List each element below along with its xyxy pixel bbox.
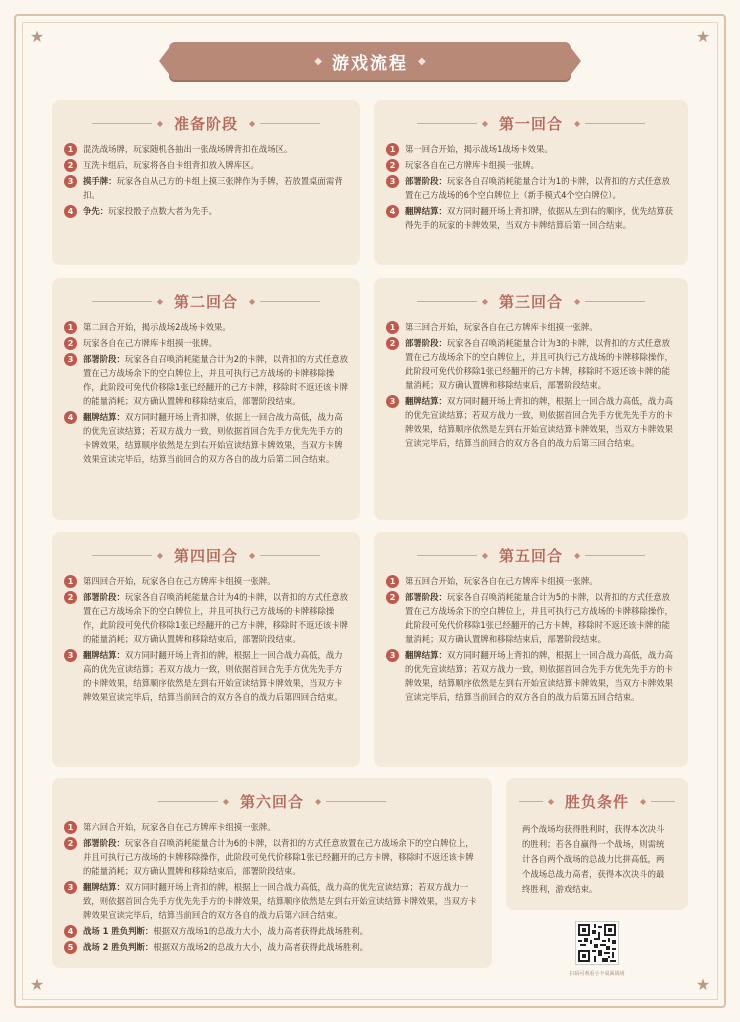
diamond-icon: ◆ [547, 796, 554, 806]
card-title: 第二回合 [173, 292, 238, 311]
step-item [386, 574, 676, 588]
step-text [405, 336, 676, 392]
card-header [518, 790, 676, 812]
step-number-badge: 2 [386, 591, 399, 604]
step-description: 第五回合开始，玩家各自在己方牌库卡组摸一张牌。 [405, 576, 598, 586]
diamond-icon: ◆ [314, 55, 322, 67]
step-text [405, 142, 676, 156]
step-label: 战场 1 胜负判断： [83, 926, 154, 936]
page-title: 游戏流程 [332, 53, 408, 74]
step-number-badge: 2 [386, 337, 399, 350]
card-title: 第一回合 [498, 114, 563, 133]
header-rule [519, 801, 543, 802]
card-header [386, 112, 676, 134]
step-description: 玩家各自召唤消耗能量合计为3的卡牌，以背扣的方式任意放置在己方战场余下的空白牌位上，并且可执行己方战场的卡牌移除操作，此阶段可免代价移除1张已经翻开的己方卡牌，移除时不返还该卡牌的能量消耗；双方确认置牌和移除结束后，部署阶段结束。 [405, 338, 673, 390]
step-description: 互洗卡组后，玩家将各自卡组背扣放入牌库区。 [83, 160, 259, 170]
step-label: 部署阶段： [83, 354, 125, 364]
step-number-badge: 4 [386, 205, 399, 218]
step-description: 双方同时翻开场上背扣的牌，根据上一回合战力高低，战力高的优先宣读结算；若双方战力一致，则依据首回合先手方优先先手方的卡牌效果，结算顺序依然是左到右开始宣读结算卡牌效果，当双方卡牌效果宣读完毕后，结算当前回合的双方各自的战力后第五回合结束。 [405, 650, 673, 702]
header-rule [417, 555, 477, 556]
step-description: 玩家各自召唤消耗能量合计为2的卡牌，以背扣的方式任意放置在己方战场余下的空白牌位上，并且可执行己方战场的卡牌移除操作，此阶段可免代价移除1张已经翻开的己方卡牌，移除时不返还该卡牌的能量消耗；双方确认置牌和移除结束后，部署阶段结束。 [83, 354, 348, 406]
step-description: 混洗战场牌，玩家随机各抽出一张战场牌背扣在战场区。 [83, 144, 293, 154]
card-round6 [52, 778, 492, 968]
card-header [64, 544, 348, 566]
step-label: 翻牌结算： [405, 206, 447, 216]
step-number-badge: 1 [64, 575, 77, 588]
step-item [386, 648, 676, 704]
victory-text: 两个战场均获得胜利时，获得本次决斗的胜利；若各自赢得一个战场，则需统计各自两个战场的总战力比拼高低，两个战场总战力高者，获得本次决斗的最终胜利，游戏结束。 [522, 824, 665, 894]
header-rule [260, 123, 320, 124]
step-list [386, 320, 676, 450]
step-description: 玩家投骰子点数大者为先手。 [108, 206, 217, 216]
step-text [83, 320, 348, 334]
step-description: 双方同时翻开场上背扣牌，依据上一回合战力高低，战力高的优先宣读结算；若双方战力一致，则依据首回合先手方优先先手方的卡牌效果，结算顺序依然是左到右开始宣读结算卡牌效果，当双方卡牌效果宣读完毕后，结算当前回合的双方各自的战力后第二回合结束。 [83, 412, 343, 464]
header-rule [585, 555, 645, 556]
header-rule [260, 301, 320, 302]
step-item [386, 336, 676, 392]
step-text [83, 820, 480, 834]
card-round2 [52, 278, 360, 520]
header-rule [585, 301, 645, 302]
step-text [83, 174, 348, 202]
star-corner-icon: ★ [695, 27, 711, 46]
step-text [405, 320, 676, 334]
step-number-badge: 2 [64, 337, 77, 350]
step-item [64, 820, 480, 834]
header-rule [417, 301, 477, 302]
step-label: 部署阶段： [405, 176, 447, 186]
card-title: 第五回合 [498, 546, 563, 565]
step-text [83, 836, 480, 878]
step-text [83, 590, 348, 646]
step-list [386, 142, 676, 232]
step-item [386, 320, 676, 334]
step-item [64, 174, 348, 202]
step-list [64, 320, 348, 466]
step-item [64, 142, 348, 156]
step-item [386, 142, 676, 156]
step-number-badge: 3 [64, 175, 77, 188]
card-prep [52, 100, 360, 265]
step-description: 根据双方战场1的总战力大小，战力高者获得此战场胜利。 [153, 926, 368, 936]
diamond-icon: ◆ [481, 550, 488, 560]
star-corner-icon: ★ [29, 27, 45, 46]
step-list [64, 820, 480, 954]
step-number-badge: 3 [386, 175, 399, 188]
step-description: 玩家各自在己方牌库卡组摸一张牌。 [83, 338, 217, 348]
card-title: 准备阶段 [173, 114, 238, 133]
card-victory [506, 778, 688, 910]
step-text [83, 158, 348, 172]
diamond-icon: ◆ [481, 118, 488, 128]
step-list [386, 574, 676, 704]
diamond-icon: ◆ [640, 796, 647, 806]
card-header [64, 112, 348, 134]
header-rule [585, 123, 645, 124]
step-label: 部署阶段： [83, 838, 125, 848]
step-item [386, 590, 676, 646]
step-number-badge: 2 [386, 159, 399, 172]
step-text [405, 648, 676, 704]
card-round1 [374, 100, 688, 265]
diamond-icon: ◆ [222, 796, 229, 806]
header-rule [651, 801, 675, 802]
header-rule [92, 123, 152, 124]
step-text [83, 410, 348, 466]
step-text [83, 940, 480, 954]
step-text [405, 590, 676, 646]
diamond-icon: ◆ [156, 550, 163, 560]
diamond-icon: ◆ [418, 55, 426, 67]
step-description: 玩家各自在己方牌库卡组摸一张牌。 [405, 160, 539, 170]
step-description: 双方同时翻开场上背扣的牌，根据上一回合战力高低，战力高的优先宣读结算；若双方战力一致，则依据首回合先手方优先先手方的卡牌效果，结算顺序依然是左到右开始宣读结算卡牌效果，当双方卡牌效果宣读完毕后，结算当前回合的双方各自的战力后第六回合结束。 [83, 882, 477, 920]
step-item [64, 648, 348, 704]
step-number-badge: 1 [386, 575, 399, 588]
step-number-badge: 3 [386, 649, 399, 662]
card-title: 第四回合 [173, 546, 238, 565]
step-number-badge: 1 [64, 321, 77, 334]
step-text [83, 574, 348, 588]
step-text [405, 158, 676, 172]
step-description: 双方同时翻开场上背扣的牌，根据上一回合战力高低，战力高的优先宣读结算；若双方战力一致，则依据首回合先手方优先先手方的卡牌效果，结算顺序依然是左到右开始宣读结算卡牌效果，当双方卡牌效果宣读完毕后，结算当前回合的双方各自的战力后第三回合结束。 [405, 396, 673, 448]
card-round4 [52, 532, 360, 767]
step-text [83, 336, 348, 350]
step-number-badge: 3 [386, 395, 399, 408]
step-label: 翻牌结算： [83, 882, 125, 892]
step-item [386, 394, 676, 450]
step-number-badge: 2 [64, 159, 77, 172]
step-label: 翻牌结算： [405, 396, 447, 406]
step-number-badge: 3 [64, 881, 77, 894]
header-rule [92, 301, 152, 302]
step-item [64, 940, 480, 954]
page-title-banner [169, 42, 571, 80]
step-number-badge: 4 [64, 205, 77, 218]
step-number-badge: 2 [64, 837, 77, 850]
step-label: 部署阶段： [405, 592, 447, 602]
qr-code-icon[interactable] [575, 921, 619, 965]
header-rule [417, 123, 477, 124]
step-list [64, 574, 348, 704]
step-item [64, 880, 480, 922]
card-header [64, 790, 480, 812]
step-item [64, 204, 348, 218]
step-text [83, 352, 348, 408]
header-rule [158, 801, 218, 802]
step-list [64, 142, 348, 218]
step-description: 玩家各自从己方的卡组上摸三张牌作为手牌，若放置桌面需背扣。 [83, 176, 343, 200]
diamond-icon: ◆ [249, 118, 256, 128]
step-label: 战场 2 胜负判断： [83, 942, 154, 952]
step-label: 摸手牌： [83, 176, 117, 186]
step-item [64, 158, 348, 172]
step-item [386, 158, 676, 172]
step-item [64, 590, 348, 646]
card-round5 [374, 532, 688, 767]
diamond-icon: ◆ [574, 118, 581, 128]
diamond-icon: ◆ [156, 118, 163, 128]
step-text [83, 880, 480, 922]
step-number-badge: 1 [386, 321, 399, 334]
step-number-badge: 4 [64, 925, 77, 938]
step-description: 双方同时翻开场上背扣牌，依据从左到右的顺序，优先结算获得先手的玩家的卡牌效果，当双方卡牌结算后第一回合结束。 [405, 206, 673, 230]
step-item [386, 174, 676, 202]
diamond-icon: ◆ [249, 550, 256, 560]
step-text [83, 142, 348, 156]
step-item [64, 836, 480, 878]
header-rule [92, 555, 152, 556]
step-label: 部署阶段： [405, 338, 447, 348]
step-item [64, 574, 348, 588]
step-text [405, 394, 676, 450]
step-text [405, 574, 676, 588]
star-corner-icon: ★ [29, 975, 45, 994]
step-text [83, 648, 348, 704]
step-number-badge: 1 [386, 143, 399, 156]
step-label: 翻牌结算： [405, 650, 447, 660]
card-header [386, 290, 676, 312]
card-title: 第六回合 [239, 792, 304, 811]
step-description: 玩家各自召唤消耗能量合计为1的卡牌，以背扣的方式任意放置在己方战场的6个空白牌位上（新手模式4个空白牌位）。 [405, 176, 670, 200]
header-rule [326, 801, 386, 802]
step-description: 第六回合开始，玩家各自在己方牌库卡组摸一张牌。 [83, 822, 276, 832]
step-description: 第三回合开始，玩家各自在己方牌库卡组摸一张牌。 [405, 322, 598, 332]
step-description: 玩家各自召唤消耗能量合计为6的卡牌，以背扣的方式任意放置在己方战场余下的空白牌位上，并且可执行己方战场的卡牌移除操作，此阶段可免代价移除1张已经翻开的己方卡牌，移除时不返还该卡牌的能量消耗；双方确认置牌和移除结束后，部署阶段结束。 [83, 838, 474, 876]
diamond-icon: ◆ [156, 296, 163, 306]
diamond-icon: ◆ [481, 296, 488, 306]
step-number-badge: 1 [64, 143, 77, 156]
step-item [64, 924, 480, 938]
step-description: 根据双方战场2的总战力大小，战力高者获得此战场胜利。 [153, 942, 368, 952]
step-label: 部署阶段： [83, 592, 125, 602]
card-title: 胜负条件 [564, 792, 629, 811]
step-number-badge: 4 [64, 411, 77, 424]
step-number-badge: 3 [64, 649, 77, 662]
step-description: 双方同时翻开场上背扣的牌，根据上一回合战力高低，战力高的优先宣读结算；若双方战力一致，则依据首回合先手方优先先手方的卡牌效果，结算顺序依然是左到右开始宣读结算卡牌效果，当双方卡牌效果宣读完毕后，结算当前回合的双方各自的战力后第四回合结束。 [83, 650, 343, 702]
step-text [83, 924, 480, 938]
step-number-badge: 3 [64, 353, 77, 366]
step-text [405, 174, 676, 202]
card-header [64, 290, 348, 312]
diamond-icon: ◆ [574, 550, 581, 560]
step-item [386, 204, 676, 232]
header-rule [260, 555, 320, 556]
step-label: 争先： [83, 206, 109, 216]
step-text [405, 204, 676, 232]
step-item [64, 336, 348, 350]
step-description: 第二回合开始，揭示战场2战场卡效果。 [83, 322, 231, 332]
step-text [83, 204, 348, 218]
qr-caption: 扫码可观看小卡桌面战场 [569, 971, 625, 977]
step-item [64, 320, 348, 334]
star-corner-icon: ★ [695, 975, 711, 994]
step-number-badge: 5 [64, 941, 77, 954]
diamond-icon: ◆ [574, 296, 581, 306]
step-description: 第四回合开始，玩家各自在己方牌库卡组摸一张牌。 [83, 576, 276, 586]
step-item [64, 352, 348, 408]
step-item [64, 410, 348, 466]
card-title: 第三回合 [498, 292, 563, 311]
step-label: 翻牌结算： [83, 650, 125, 660]
diamond-icon: ◆ [249, 296, 256, 306]
step-label: 翻牌结算： [83, 412, 125, 422]
step-description: 第一回合开始，揭示战场1战场卡效果。 [405, 144, 553, 154]
step-number-badge: 1 [64, 821, 77, 834]
step-description: 玩家各自召唤消耗能量合计为5的卡牌，以背扣的方式任意放置在己方战场余下的空白牌位上，并且可执行己方战场的卡牌移除操作，此阶段可免代价移除1张已经翻开的己方卡牌，移除时不返还该卡牌的能量消耗；双方确认置牌和移除结束后，部署阶段结束。 [405, 592, 673, 644]
step-description: 玩家各自召唤消耗能量合计为4的卡牌，以背扣的方式任意放置在己方战场余下的空白牌位上，并且可执行己方战场的卡牌移除操作，此阶段可免代价移除1张已经翻开的己方卡牌，移除时不返还该卡牌的能量消耗；双方确认置牌和移除结束后，部署阶段结束。 [83, 592, 348, 644]
card-header [386, 544, 676, 566]
diamond-icon: ◆ [315, 796, 322, 806]
card-round3 [374, 278, 688, 520]
step-number-badge: 2 [64, 591, 77, 604]
